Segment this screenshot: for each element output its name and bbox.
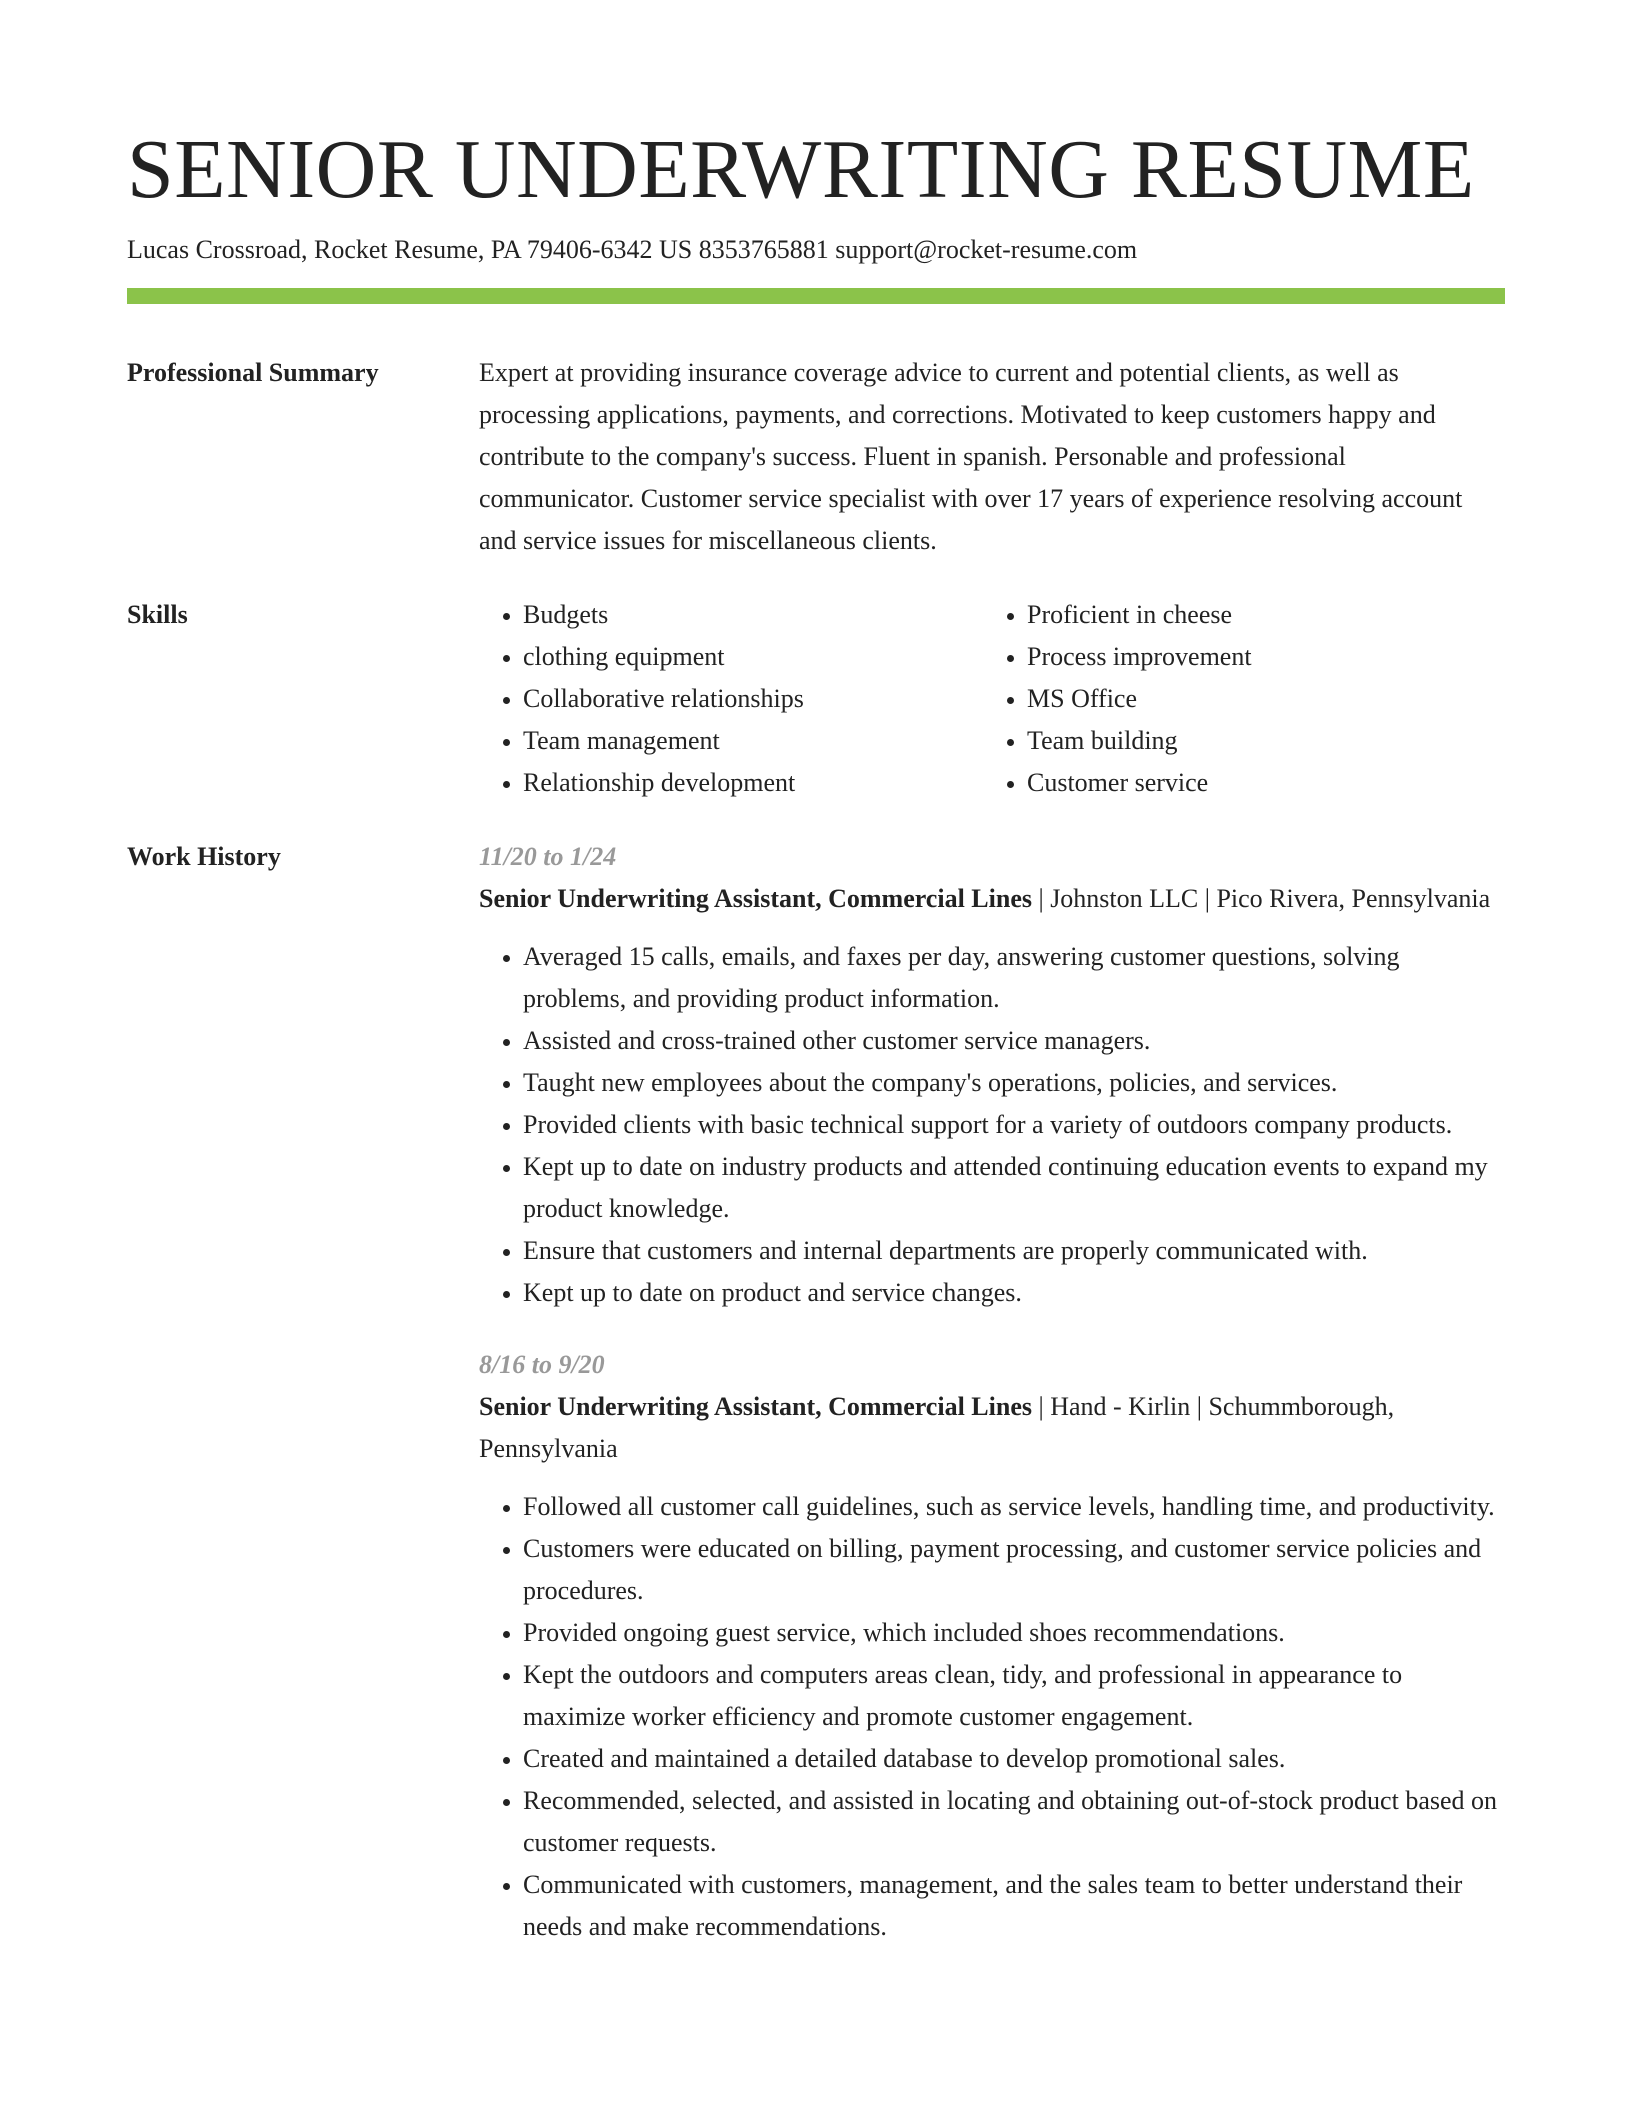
skills-list-left xyxy=(479,594,983,804)
skill-item: • MS Office xyxy=(1027,678,1487,720)
duty-item: • Averaged 15 calls, emails, and faxes per day, answering customer questions, solving problems, and providing product information. xyxy=(523,936,1505,1020)
skills-list-right xyxy=(983,594,1487,804)
duty-item: • Communicated with customers, management, and the sales team to better understand their needs and make recommendations. xyxy=(523,1864,1505,1948)
job-title: Senior Underwriting Assistant, Commercial Lines xyxy=(479,1392,1032,1421)
skill-item: • Process improvement xyxy=(1027,636,1487,678)
skills-section xyxy=(127,594,1505,804)
skill-item: • Team building xyxy=(1027,720,1487,762)
job-heading xyxy=(479,878,1505,920)
summary-section xyxy=(127,352,1505,562)
summary-heading: Professional Summary xyxy=(127,358,379,387)
skill-item: • clothing equipment xyxy=(523,636,983,678)
skill-item: • Collaborative relationships xyxy=(523,678,983,720)
skill-item: • Proficient in cheese xyxy=(1027,594,1487,636)
duty-item: • Created and maintained a detailed database to develop promotional sales. xyxy=(523,1738,1505,1780)
job-title: Senior Underwriting Assistant, Commercial Lines xyxy=(479,884,1032,913)
skills-heading: Skills xyxy=(127,600,188,629)
duty-item: • Kept up to date on industry products and attended continuing education events to expand my product knowledge. xyxy=(523,1146,1505,1230)
job-details: | Johnston LLC | Pico Rivera, Pennsylvania xyxy=(1031,884,1491,913)
work-history-section xyxy=(127,836,1505,1948)
work-history-heading: Work History xyxy=(127,842,281,871)
skill-item: • Relationship development xyxy=(523,762,983,804)
skill-item: • Team management xyxy=(523,720,983,762)
job-date: 8/16 to 9/20 xyxy=(479,1350,605,1379)
job-date: 11/20 to 1/24 xyxy=(479,842,617,871)
contact-address: Lucas Crossroad, Rocket Resume, PA 79406-6342 US xyxy=(127,235,693,264)
contact-phone: 8353765881 xyxy=(698,235,829,264)
resume-title: SENIOR UNDERWRITING RESUME xyxy=(127,123,1475,216)
skill-item: • Budgets xyxy=(523,594,983,636)
duty-item: • Kept the outdoors and computers areas clean, tidy, and professional in appearance to maximize worker efficiency and promote customer engagement. xyxy=(523,1654,1505,1738)
skill-item: • Customer service xyxy=(1027,762,1487,804)
duty-item: • Customers were educated on billing, payment processing, and customer service policies and procedures. xyxy=(523,1528,1505,1612)
resume-page xyxy=(127,120,1505,1948)
job-duties xyxy=(479,936,1505,1314)
job-entry xyxy=(479,1344,1505,1948)
job-heading xyxy=(479,1386,1505,1470)
duty-item: • Provided clients with basic technical support for a variety of outdoors company products. xyxy=(523,1104,1505,1146)
summary-text: Expert at providing insurance coverage advice to current and potential clients, as well as processing applications, payments, and corrections. Motivated to keep customers happy and contribute to the company's success. Fluent in spanish. Personable and professional communicator. Customer service specialist with over 17 years of experience resolving account and service issues for miscellaneous clients. xyxy=(479,358,1463,555)
job-entry xyxy=(479,836,1505,1314)
duty-item: • Recommended, selected, and assisted in locating and obtaining out-of-stock product based on customer requests. xyxy=(523,1780,1505,1864)
duty-item: • Provided ongoing guest service, which included shoes recommendations. xyxy=(523,1612,1505,1654)
job-details: | Hand - Kirlin | Schummborough, Pennsylvania xyxy=(479,1392,1395,1463)
duty-item: • Taught new employees about the company's operations, policies, and services. xyxy=(523,1062,1505,1104)
duty-item: • Ensure that customers and internal departments are properly communicated with. xyxy=(523,1230,1505,1272)
duty-item: • Assisted and cross-trained other customer service managers. xyxy=(523,1020,1505,1062)
job-duties xyxy=(479,1486,1505,1948)
duty-item: • Followed all customer call guidelines, such as service levels, handling time, and productivity. xyxy=(523,1486,1505,1528)
contact-line xyxy=(127,232,1505,268)
accent-divider xyxy=(127,288,1505,304)
contact-email: support@rocket-resume.com xyxy=(835,235,1138,264)
duty-item: • Kept up to date on product and service changes. xyxy=(523,1272,1505,1314)
